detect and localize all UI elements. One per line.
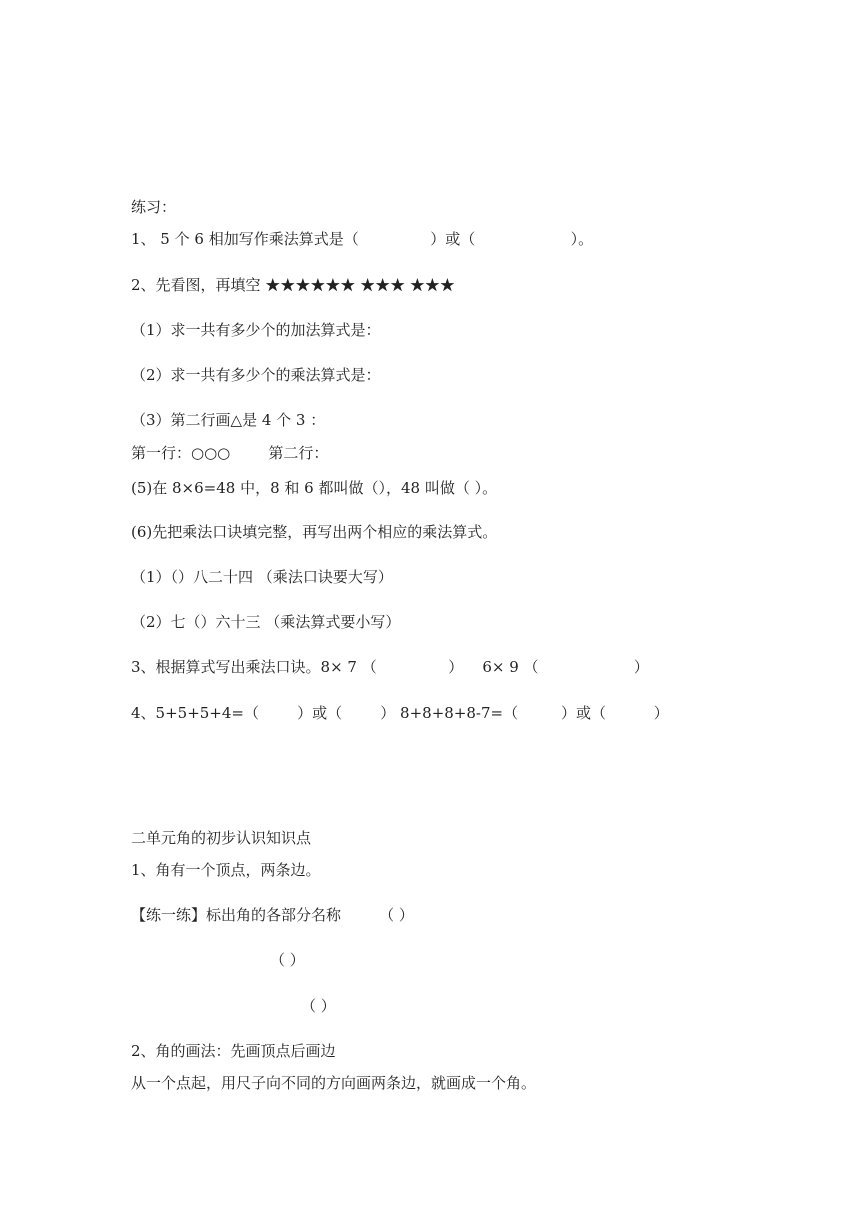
- row-drawing-line: 第一行：○○○ 第二行：: [131, 444, 329, 462]
- question-6-part-1: （1）（）八二十四 （乘法口诀要大写）: [131, 568, 393, 586]
- unit-2-heading: 二单元角的初步认识知识点: [131, 829, 312, 847]
- practice-heading: 练习：: [131, 198, 177, 216]
- angle-drawing-method: 从一个点起，用尺子向不同的方向画两条边，就画成一个角。: [131, 1074, 537, 1092]
- blank-label-2: （ ）: [301, 997, 336, 1015]
- blank-label-1: （ ）: [270, 951, 305, 969]
- question-4: 4、5+5+5+4=（ ）或（ ） 8+8+8+8-7=（ ）或（ ）: [131, 704, 669, 722]
- angle-fact-1: 1、角有一个顶点，两条边。: [131, 861, 321, 879]
- question-2-part-1: （1）求一共有多少个的加法算式是：: [131, 321, 381, 339]
- question-6: (6)先把乘法口诀填完整，再写出两个相应的乘法算式。: [131, 523, 498, 541]
- question-1: 1、 5 个 6 相加写作乘法算式是（ ）或（ ）。: [131, 230, 594, 248]
- question-5: (5)在 8×6=48 中，8 和 6 都叫做（），48 叫做（ ）。: [131, 479, 498, 497]
- question-2-part-2: （2）求一共有多少个的乘法算式是：: [131, 366, 381, 384]
- question-2-part-3: （3）第二行画△是 4 个 3 ：: [131, 411, 326, 429]
- question-2: 2、先看图，再填空 ★★★★★★ ★★★ ★★★: [131, 276, 455, 294]
- question-6-part-2: （2）七（）六十三 （乘法算式要小写）: [131, 613, 401, 631]
- question-3: 3、根据算式写出乘法口诀。8× 7 （ ） 6× 9 （ ）: [131, 658, 649, 676]
- practice-label-angle: 【练一练】标出角的各部分名称 （ ）: [131, 906, 414, 924]
- angle-fact-2: 2、角的画法：先画顶点后画边: [131, 1042, 336, 1060]
